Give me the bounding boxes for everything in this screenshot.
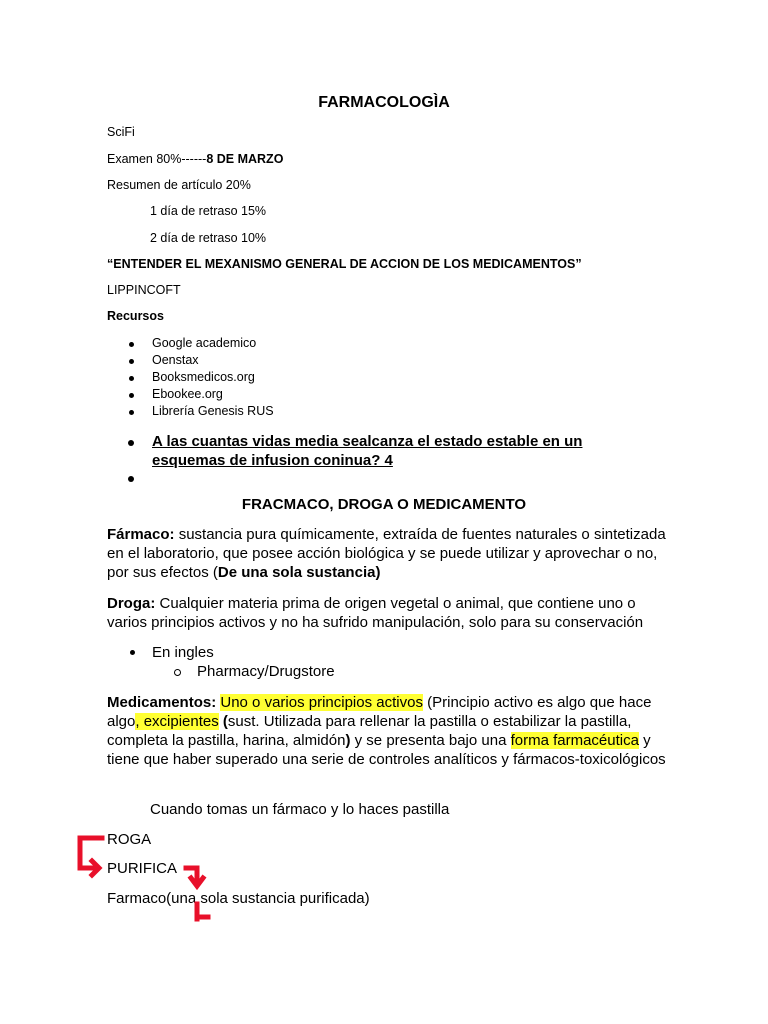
ingles-item: En ingles <box>152 644 214 661</box>
retraso-1-line: 1 día de retraso 15% <box>150 204 267 218</box>
lippincoft-line: LIPPINCOFT <box>107 283 181 297</box>
farmaco-final-line: Farmaco(una sola sustancia purificada) <box>107 890 370 907</box>
examen-prefix: Examen 80%------ <box>107 152 207 166</box>
highlight-forma: forma farmacéutica <box>510 732 639 749</box>
medicamentos-text-3: sust. Utilizada para rellenar la pastilla o estabilizar la pastilla, completa la pastilla, harina, almidón <box>107 713 632 749</box>
resource-item: Librería Genesis RUS <box>152 404 274 418</box>
resource-item: Ebookee.org <box>152 387 223 401</box>
document-title: FARMACOLOGÌA <box>318 94 450 111</box>
medicamentos-text-1: (Principio activo es algo que hace algo <box>107 694 652 730</box>
medicamentos-label: Medicamentos: <box>107 694 217 711</box>
roga-line: ROGA <box>107 831 152 848</box>
retraso-2-line: 2 día de retraso 10% <box>150 231 267 245</box>
farmaco-label: Fármaco: <box>107 526 175 543</box>
paren-close: ) <box>345 732 351 749</box>
examen-date: 8 DE MARZO <box>206 152 284 166</box>
droga-text: Cualquier materia prima de origen vegetal o animal, que contiene uno o varios principios activos y no ha sufrido manipulación, solo para su conservación <box>107 595 644 631</box>
medicamentos-text-4: y se presenta bajo una <box>350 732 511 749</box>
highlight-principios: Uno o varios principios activos <box>220 694 423 711</box>
resource-item: Oenstax <box>152 353 199 367</box>
question-line-2: esquemas de infusion coninua? 4 <box>152 452 393 469</box>
purifica-line: PURIFICA <box>107 860 178 877</box>
resource-item: Booksmedicos.org <box>152 370 255 384</box>
section-title: FRACMACO, DROGA O MEDICAMENTO <box>241 496 527 513</box>
scifi-line: SciFi <box>107 125 135 139</box>
farmaco-bold-end: De una sola sustancia) <box>217 564 381 581</box>
medicamentos-text-5: y tiene que haber superado una serie de controles analíticos y fármacos-toxicológicos <box>107 732 666 768</box>
recursos-heading: Recursos <box>107 309 164 323</box>
resource-item: Google academico <box>152 336 257 350</box>
question-line-1: A las cuantas vidas media sealcanza el estado estable en un <box>152 433 583 450</box>
droga-label: Droga: <box>107 595 156 612</box>
highlight-excipientes: , excipientes <box>135 713 219 730</box>
farmaco-text: sustancia pura químicamente, extraída de fuentes naturales o sintetizada en el laboratorio, que posee acción biológica y se puede utilizar y aprovechar o no, por sus efectos ( <box>107 526 666 581</box>
quote-heading: “ENTENDER EL MEXANISMO GENERAL DE ACCION DE LOS MEDICAMENTOS” <box>107 257 582 271</box>
paren-open: ( <box>222 713 228 730</box>
cuando-line: Cuando tomas un fármaco y lo haces pastilla <box>150 801 450 818</box>
ingles-subitem: Pharmacy/Drugstore <box>197 663 335 680</box>
resumen-line: Resumen de artículo 20% <box>107 178 251 192</box>
